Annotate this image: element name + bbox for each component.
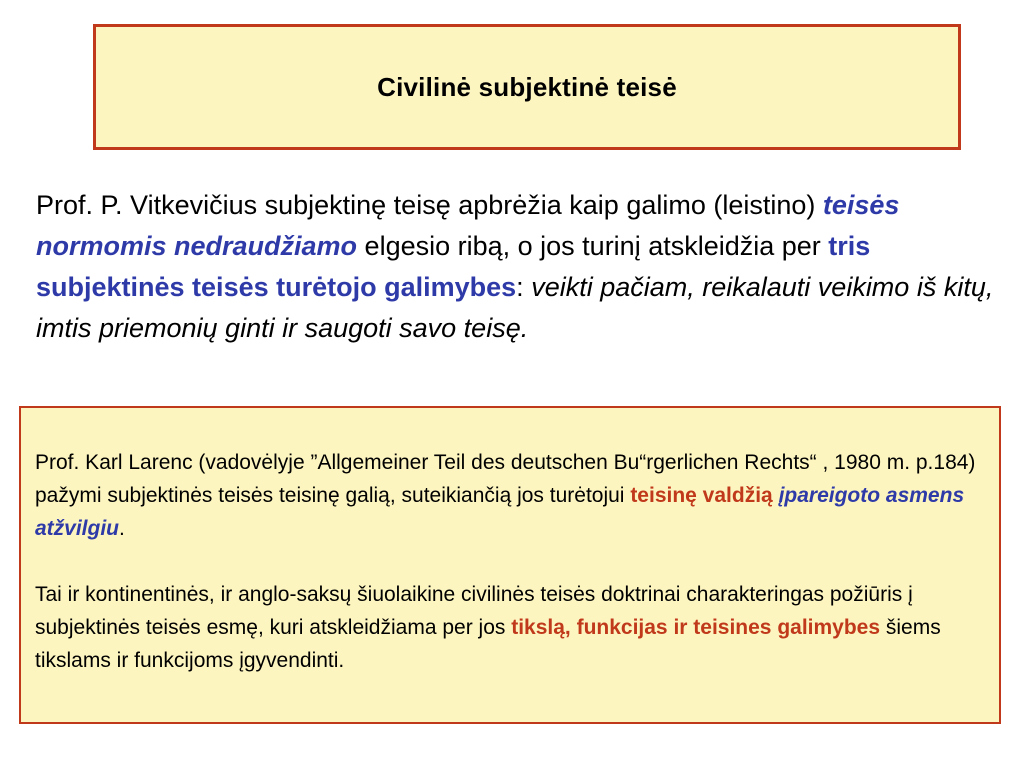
emphasis-legal-power: teisinę valdžią bbox=[630, 484, 773, 507]
vitkevicius-paragraph bbox=[36, 185, 996, 349]
emphasis-goal-functions: tikslą, funkcijas ir teisines galimybes bbox=[511, 616, 881, 639]
paragraph-text: Prof. Karl Larenc (vadovėlyje ”Allgemeiner Teil des deutschen Bu“rgerlichen Rechts“ , 1980 m. p.184) pažymi subjektinės teisės teisinę galią, suteikiančią jos turėtojui bbox=[35, 451, 976, 507]
larenc-paragraph bbox=[35, 446, 985, 545]
paragraph-text: elgesio ribą, o jos turinį atskleidžia per bbox=[357, 231, 829, 261]
larenc-info-box bbox=[19, 406, 1001, 724]
emphasis-not-prohibited: teisės normomis nedraudžiamo bbox=[36, 190, 900, 261]
possibilities-list: veikti pačiam, reikalauti veikimo iš kitų, imtis priemonių ginti ir saugoti savo teisę. bbox=[36, 272, 994, 343]
title-box bbox=[93, 24, 961, 150]
emphasis-three-possibilities: tris subjektinės teisės turėtojo galimybes bbox=[36, 231, 871, 302]
paragraph-text: . bbox=[119, 517, 125, 540]
slide-title: Civilinė subjektinė teisė bbox=[377, 71, 677, 102]
paragraph-text: Prof. P. Vitkevičius subjektinę teisę apbrėžia kaip galimo (leistino) bbox=[36, 190, 823, 220]
paragraph-text: : bbox=[516, 272, 532, 302]
paragraph-text: Tai ir kontinentinės, ir anglo-saksų šiuolaikine civilinės teisės doktrinai charakteringas požiūris į subjektinės teisės esmę, kuri atskleidžiama per jos bbox=[35, 583, 913, 639]
doctrine-paragraph bbox=[35, 578, 985, 677]
paragraph-text: šiems tikslams ir funkcijoms įgyvendinti. bbox=[35, 616, 941, 672]
emphasis-obligated-person: įpareigoto asmens atžvilgiu bbox=[35, 484, 965, 540]
